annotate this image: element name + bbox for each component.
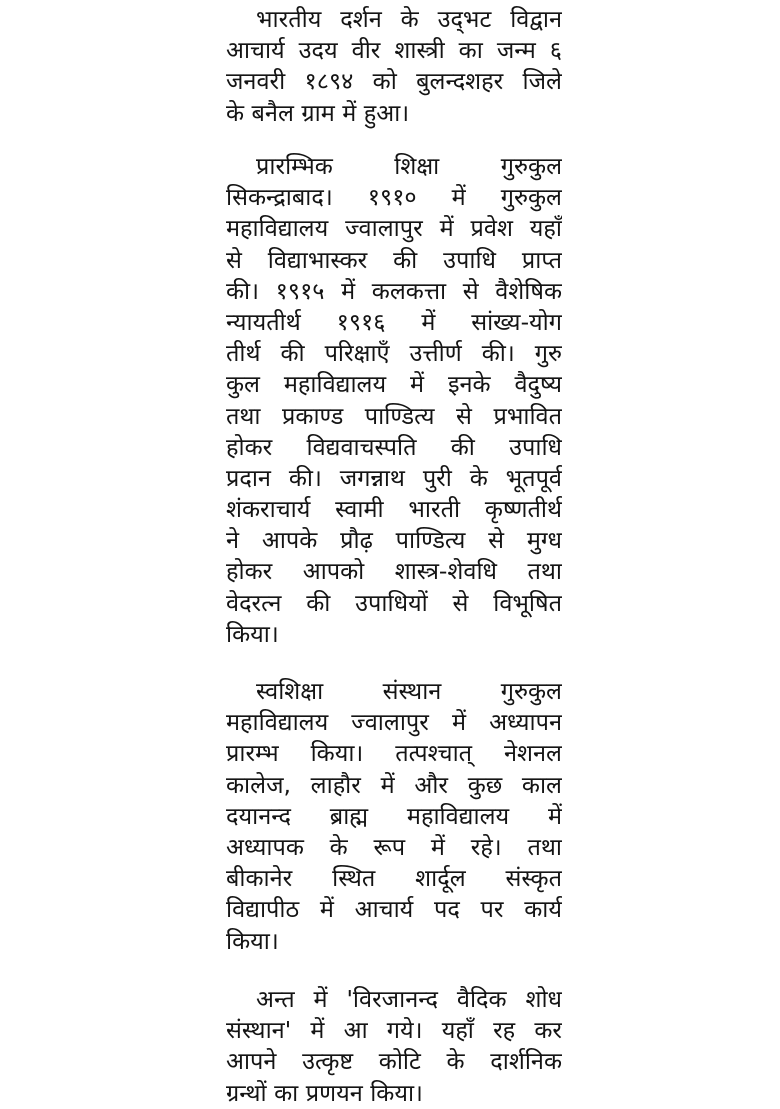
text-line: होकर विद्यवाचस्पति की उपाधि (226, 432, 562, 461)
text-line: कुल महाविद्यालय में इनके वैदुष्य (226, 370, 562, 399)
text-line: अध्यापक के रूप में रहे। तथा (226, 832, 562, 861)
text-line: प्रदान की। जगन्नाथ पुरी के भूतपूर्व (226, 463, 562, 492)
text-line: अन्त में 'विरजानन्द वैदिक शोध (256, 985, 562, 1013)
text-line: की। १९१५ में कलकत्ता से वैशेषिक (226, 276, 562, 305)
text-line: संस्थान' में आ गये। यहाँ रह कर (226, 1016, 562, 1045)
paragraph-teaching (226, 676, 562, 957)
text-line: कालेज, लाहौर में और कुछ काल (226, 770, 562, 799)
text-line: के बनैल ग्राम में हुआ। (226, 98, 410, 127)
text-line: किया। (226, 926, 279, 955)
text-line: महाविद्यालय ज्वालापुर में अध्यापन (226, 708, 562, 737)
text-line: स्वशिक्षा संस्थान गुरुकुल (256, 677, 562, 705)
text-line: से विद्याभास्कर की उपाधि प्राप्त (226, 245, 562, 274)
text-line: न्यायतीर्थ १९१६ में सांख्य-योग (226, 307, 562, 336)
text-line: आचार्य उदय वीर शास्त्री का जन्म ६ (226, 36, 562, 65)
text-line: तथा प्रकाण्ड पाण्डित्य से प्रभावित (226, 401, 562, 430)
text-line: तीर्थ की परिक्षाएँ उत्तीर्ण की। गुरु (226, 339, 562, 368)
text-line: विद्यापीठ में आचार्य पद पर कार्य (226, 895, 562, 924)
text-line: आपने उत्कृष्ट कोटि के दार्शनिक (226, 1047, 562, 1076)
text-line: प्रारम्भ किया। तत्पश्चात् नेशनल (226, 739, 562, 768)
paragraph-birth (226, 4, 562, 129)
paragraph-education (226, 151, 562, 650)
text-line: महाविद्यालय ज्वालापुर में प्रवेश यहाँ (226, 214, 562, 243)
text-line: प्रारम्भिक शिक्षा गुरुकुल (256, 152, 562, 180)
text-line: ने आपके प्रौढ़ पाण्डित्य से मुग्ध (226, 526, 562, 555)
text-line: किया। (226, 619, 279, 648)
paragraph-later-years (226, 984, 562, 1109)
text-line: दयानन्द ब्राह्म महाविद्यालय में (226, 801, 562, 830)
text-line: जनवरी १८९४ को बुलन्दशहर जिले (226, 67, 562, 96)
text-line: शंकराचार्य स्वामी भारती कृष्णतीर्थ (226, 495, 562, 524)
text-line: भारतीय दर्शन के उद्‌भट विद्वान (256, 5, 562, 33)
text-line: बीकानेर स्थित शार्दूल संस्कृत (226, 864, 562, 893)
text-line: वेदरत्न की उपाधियों से विभूषित (226, 588, 562, 617)
text-line: सिकन्द्राबाद। १९१० में गुरुकुल (226, 183, 562, 212)
text-line: होकर आपको शास्त्र-शेवधि तथा (226, 557, 562, 586)
text-line: ग्रन्थों का प्रणयन किया। (226, 1078, 423, 1107)
